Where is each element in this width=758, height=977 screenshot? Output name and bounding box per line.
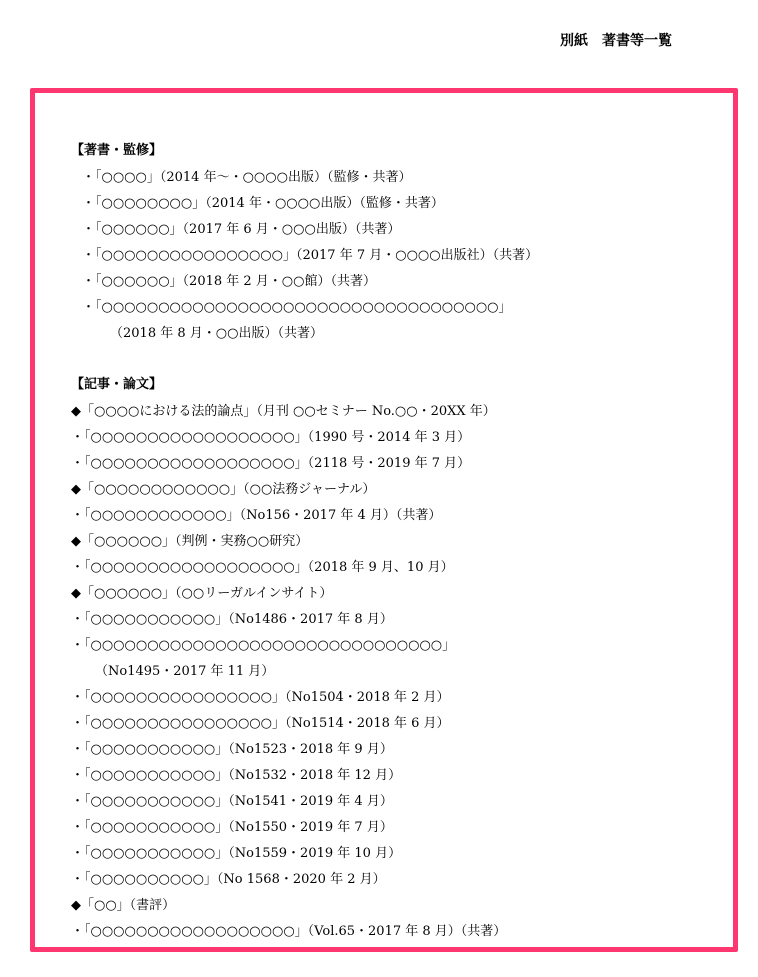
article-group-heading: ◆「○○○○における法的論点」（月刊 ○○セミナー No.○○・20XX 年）	[71, 404, 496, 419]
article-group-heading: ◆「○○○○○○」（判例・実務○○研究）	[71, 534, 309, 549]
article-group-heading: ◆「○○○○○○○○○○○○」（○○法務ジャーナル）	[71, 482, 376, 497]
article-item: ・「○○○○○○○○○○○」（No1541・2019 年 4 月）	[71, 794, 393, 809]
book-item: ・「○○○○○○」（2018 年 2 月・○○館）（共著）	[82, 274, 376, 289]
book-item-continuation: （2018 年 8 月・○○出版）（共著）	[110, 326, 323, 341]
article-group-heading: ◆「○○」（書評）	[71, 898, 176, 913]
content-body	[71, 141, 725, 947]
content-frame	[30, 88, 738, 952]
article-item: ・「○○○○○○○○○○○○○○○○○○」（1990 号・2014 年 3 月）	[71, 430, 471, 445]
article-item: ・「○○○○○○○○○○○」（No1559・2019 年 10 月）	[71, 846, 402, 861]
article-item: ・「○○○○○○○○○○○○○○○○○○○○○○○○○○○○○○○」	[71, 638, 456, 653]
book-item: ・「○○○○○○○○○○○○○○○○」（2017 年 7 月・○○○○出版社）（共著）	[82, 248, 539, 263]
article-item: ・「○○○○○○○○○○○○○○○○○○」（2018 年 9 月、10 月）	[71, 560, 454, 575]
article-item: ・「○○○○○○○○○○○」（No1523・2018 年 9 月）	[71, 742, 393, 757]
books-section-title: 【著書・監修】	[71, 143, 163, 158]
article-group-heading: ◆「○○○○○○」（○○リーガルインサイト）	[71, 586, 333, 601]
document-header: 別紙 著書等一覧	[560, 33, 672, 49]
articles-section-title: 【記事・論文】	[71, 377, 163, 392]
book-item: ・「○○○○」（2014 年～・○○○○出版）（監修・共著）	[82, 170, 412, 185]
article-item: ・「○○○○○○○○○○○」（No1550・2019 年 7 月）	[71, 820, 393, 835]
article-item-continuation: （No1495・2017 年 11 月）	[95, 664, 275, 679]
section-spacer	[71, 349, 725, 375]
book-item: ・「○○○○○○○○」（2014 年・○○○○出版）（監修・共著）	[82, 196, 444, 211]
article-item: ・「○○○○○○○○○○○○○○○○」（No1514・2018 年 6 月）	[71, 716, 450, 731]
article-item: ・「○○○○○○○○○○○」（No1486・2017 年 8 月）	[71, 612, 393, 627]
article-item: ・「○○○○○○○○○○○○」（No156・2017 年 4 月）（共著）	[71, 508, 442, 523]
article-item: ・「○○○○○○○○○○○○○○○○○○」（2118 号・2019 年 7 月）	[71, 456, 471, 471]
article-item: ・「○○○○○○○○○○○○○○○○」（No1504・2018 年 2 月）	[71, 690, 450, 705]
article-item: ・「○○○○○○○○○○○○○○○○○○」（Vol.65・2017 年 8 月）（共著）	[71, 924, 507, 939]
article-item: ・「○○○○○○○○○○○」（No1532・2018 年 12 月）	[71, 768, 402, 783]
book-item: ・「○○○○○○」（2017 年 6 月・○○○出版）（共著）	[82, 222, 401, 237]
article-item: ・「○○○○○○○○○○」（No 1568・2020 年 2 月）	[71, 872, 386, 887]
book-item: ・「○○○○○○○○○○○○○○○○○○○○○○○○○○○○○○○○○○○」	[82, 300, 512, 315]
